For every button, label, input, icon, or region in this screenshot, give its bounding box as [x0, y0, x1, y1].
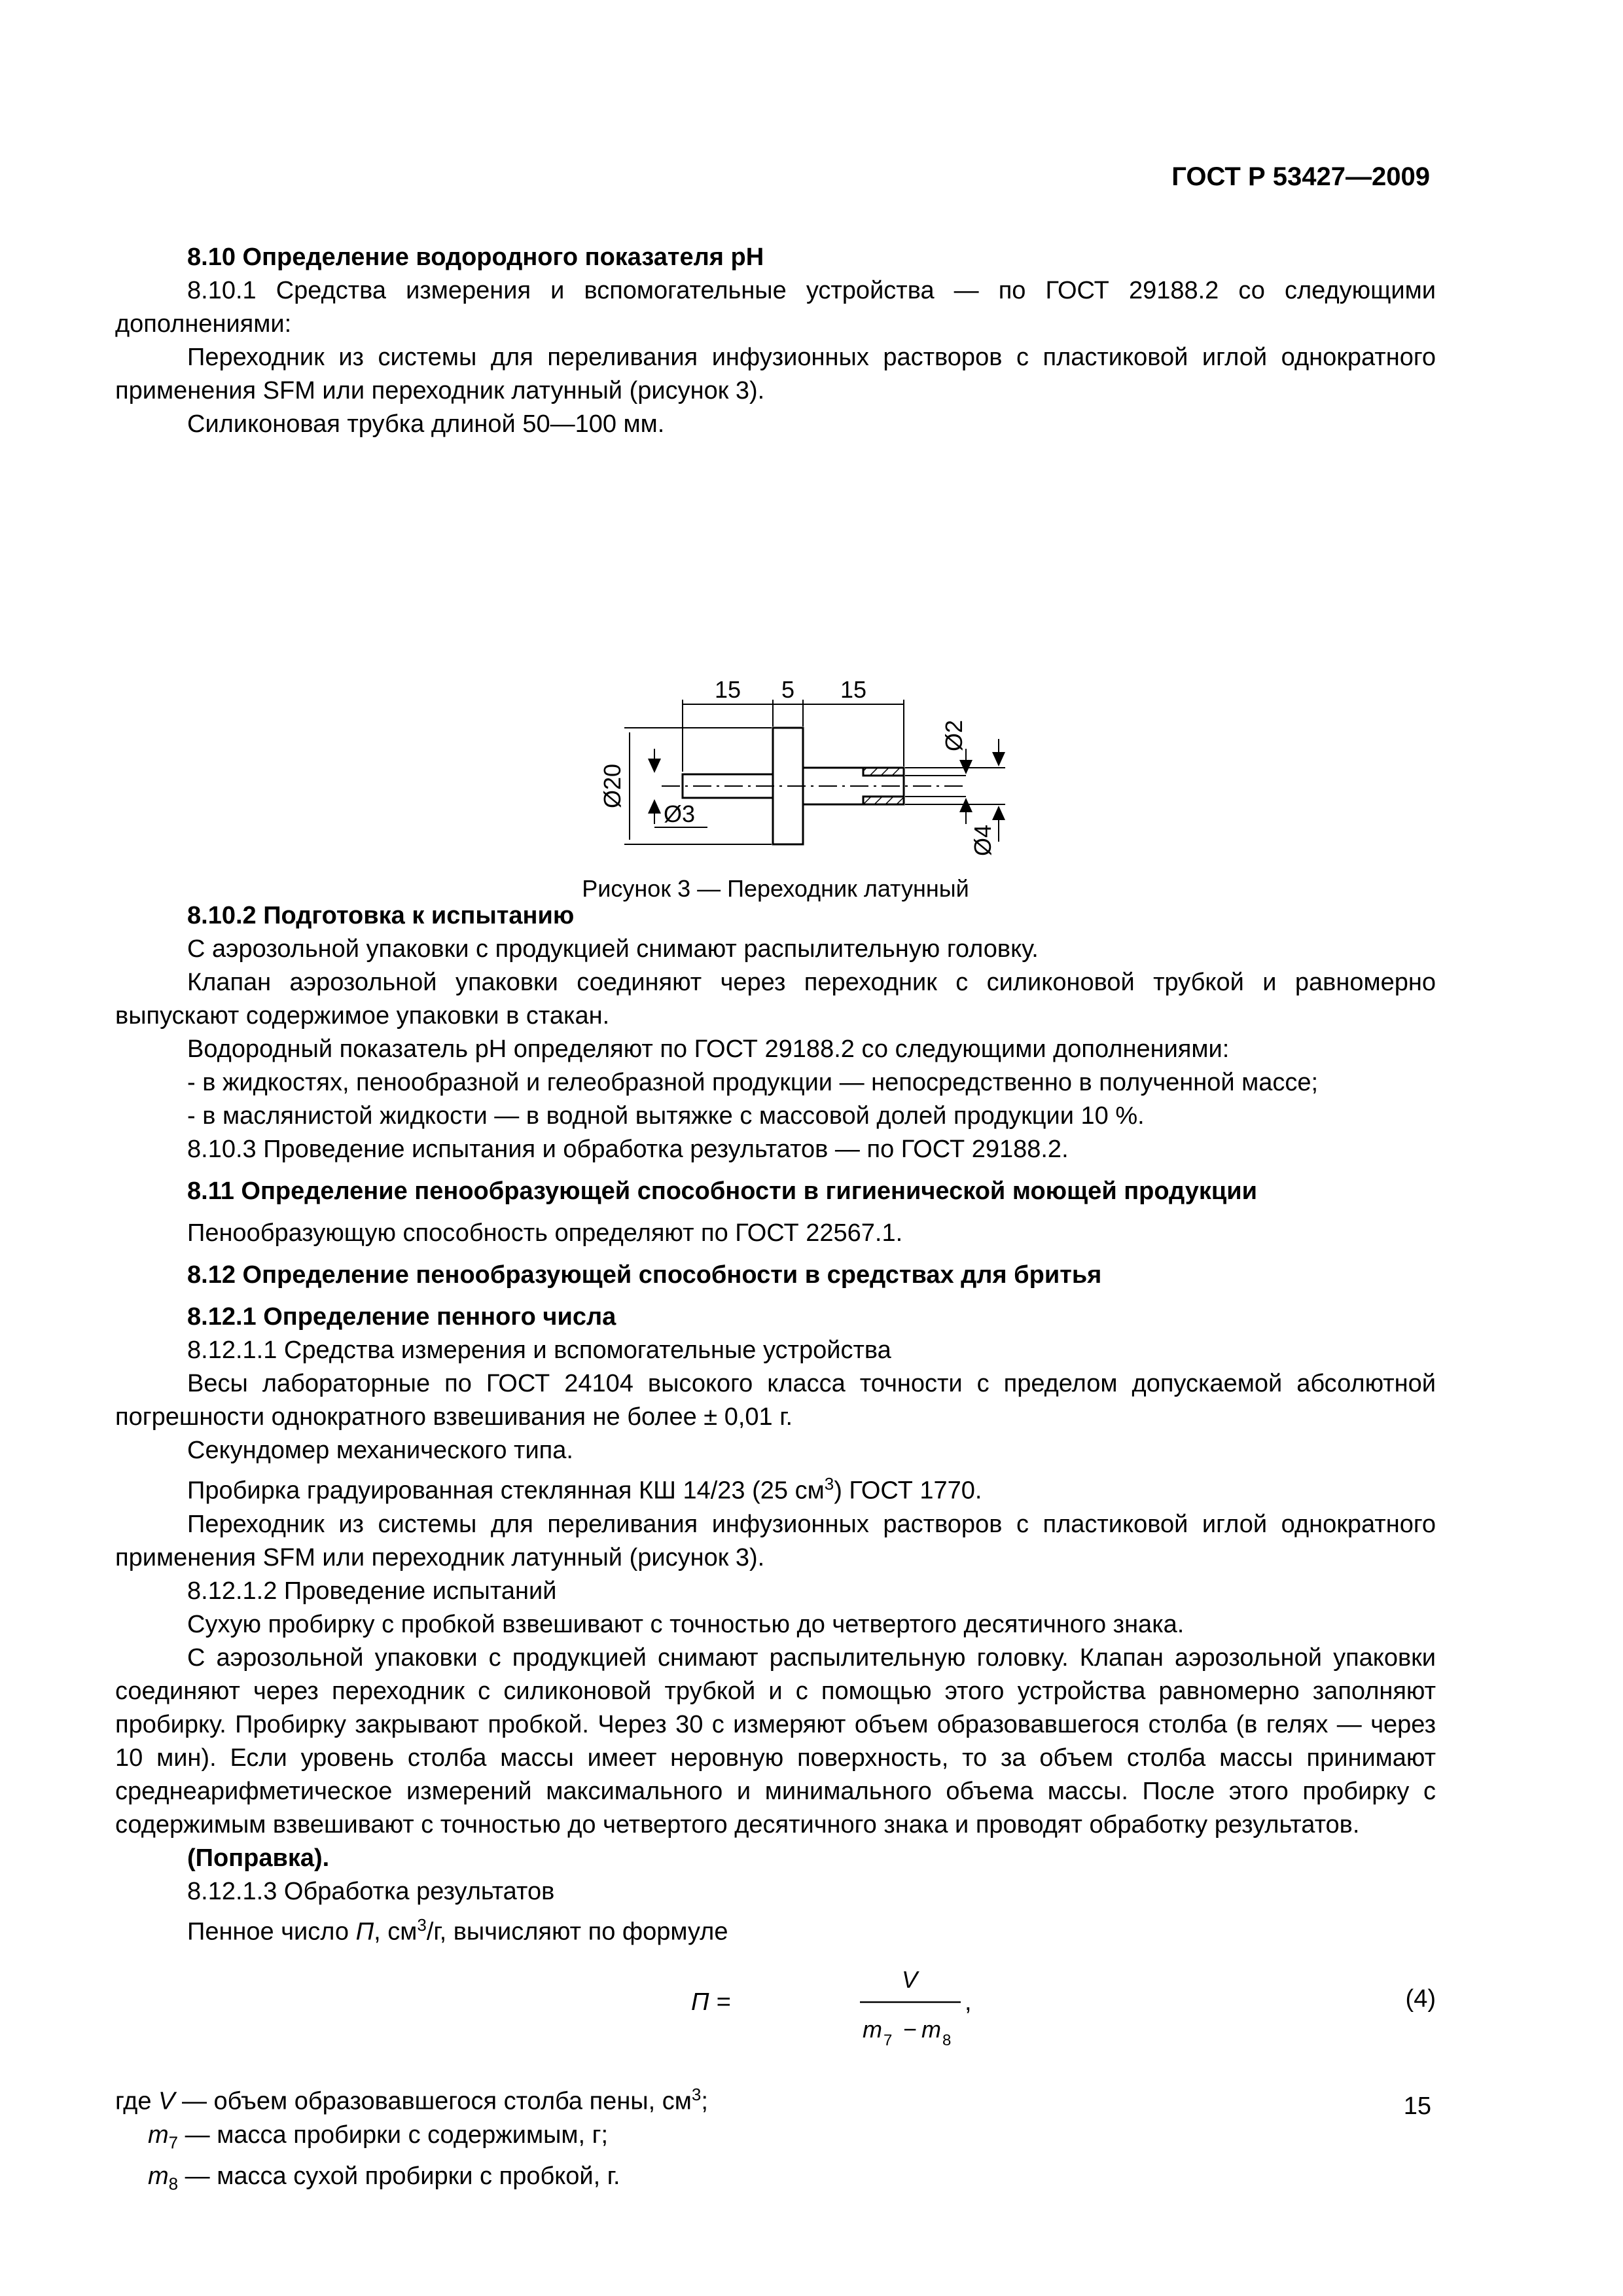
formula-lhs: П = [691, 1988, 731, 2017]
text-run: Пробирка градуированная стеклянная КШ 14/23 (25 см [187, 1477, 825, 1505]
formula-comma: , [965, 1988, 972, 2017]
paragraph: 8.10.3 Проведение испытания и обработка результатов — по ГОСТ 29188.2. [187, 1136, 1069, 1163]
figure-caption: Рисунок 3 — Переходник латунный [582, 875, 969, 902]
dim-d3: Ø3 [664, 800, 696, 827]
variable: m [148, 2121, 169, 2149]
subscript: 8 [168, 2174, 179, 2194]
formula-minus: − [903, 2016, 918, 2043]
adapter-drawing [115, 441, 1436, 899]
paragraph: Весы лабораторные по ГОСТ 24104 высокого класса точности с пределом допускаемой абсолютной погрешности однократного взвешивания не более ± 0,01 г. [115, 1370, 1436, 1431]
dim-5: 5 [781, 676, 795, 703]
variable: V [158, 2087, 175, 2115]
legend-line [115, 2160, 1436, 2201]
paragraph: Водородный показатель pH определяют по ГОСТ 29188.2 со следующими дополнениями: [187, 1035, 1230, 1063]
text-run: Пенное число [187, 1918, 356, 1946]
dim-15-left: 15 [714, 676, 741, 703]
paragraph: Пенообразующую способность определяют по ГОСТ 22567.1. [187, 1219, 903, 1247]
figure-3-adapter [115, 441, 1436, 902]
document-code: ГОСТ Р 53427—2009 [1171, 162, 1430, 191]
dim-d4: Ø4 [969, 824, 996, 857]
page-number: 15 [1403, 2092, 1431, 2120]
paragraph: 8.12.1.1 Средства измерения и вспомогательные устройства [187, 1336, 891, 1364]
formula-m7: m [863, 2016, 882, 2043]
list-item: - в маслянистой жидкости — в водной вытяжке с массовой долей продукции 10 %. [187, 1102, 1145, 1130]
paragraph [115, 1909, 1436, 1949]
paragraph [115, 1467, 1436, 1508]
dim-d2: Ø2 [940, 719, 967, 752]
section-8-10-title: 8.10 Определение водородного показателя pH [187, 243, 764, 271]
paragraph: 8.12.1.3 Обработка результатов [187, 1877, 555, 1905]
formula-4 [115, 1960, 1436, 2078]
paragraph: Переходник из системы для переливания инфузионных растворов с пластиковой иглой однократного применения SFM или переходник латунный (рисунок 3). [115, 344, 1436, 404]
correction-note: (Поправка). [187, 1844, 330, 1872]
paragraph: Переходник из системы для переливания инфузионных растворов с пластиковой иглой однократного применения SFM или переходник латунный (рисунок 3). [115, 1510, 1436, 1571]
paragraph: Клапан аэрозольной упаковки соединяют через переходник с силиконовой трубкой и равномерно выпускают содержимое упаковки в стакан. [115, 969, 1436, 1030]
text-run: — объем образовавшегося столба пены, см [175, 2087, 692, 2115]
main-content [115, 241, 1436, 2200]
formula-m8: m [921, 2016, 941, 2043]
hatch-top [863, 768, 904, 776]
paragraph: Секундомер механического типа. [187, 1437, 573, 1464]
text-run: /г, вычисляют по формуле [426, 1918, 728, 1946]
hatch-bottom [863, 797, 904, 804]
variable: П [355, 1918, 374, 1946]
dim-d20: Ø20 [599, 763, 626, 809]
paragraph: С аэрозольной упаковки с продукцией снимают распылительную головку. [187, 935, 1039, 963]
formula-expression [691, 1960, 1031, 2058]
section-8-12-title: 8.12 Определение пенообразующей способности в средствах для бритья [187, 1261, 1102, 1289]
superscript: 3 [417, 1914, 427, 1935]
list-item: - в жидкостях, пенообразной и гелеобразной продукции — непосредственно в полученной массе; [187, 1069, 1319, 1096]
superscript: 3 [824, 1474, 834, 1494]
formula-sub8: 8 [942, 2032, 952, 2050]
section-8-11-title: 8.11 Определение пенообразующей способности в гигиенической моющей продукции [187, 1177, 1257, 1205]
paragraph: С аэрозольной упаковки с продукцией снимают распылительную головку. Клапан аэрозольной упаковки соединяют через переходник с силиконовой трубкой и с помощью этого устройства равномерно заполняют пробирку. Пробирку закрывают пробкой. Через 30 с измеряют объем образовавшегося столба (в гелях — через 10 мин). Если уровень столба массы имеет неровную поверхность, то за объем столба массы принимают среднеарифметическое измерений максимального и минимального объема массы. После этого пробирку с содержимым взвешивают с точностью до четвертого десятичного знака и проводят обработку результатов. [115, 1643, 1436, 1839]
paragraph: 8.12.1.2 Проведение испытаний [187, 1577, 557, 1605]
formula-sub7: 7 [883, 2032, 893, 2050]
text-run: — масса сухой пробирки с пробкой, г. [178, 2162, 620, 2190]
subscript: 7 [168, 2132, 179, 2153]
text-run: где [115, 2087, 159, 2115]
legend-line [115, 2119, 1436, 2160]
text-run: ; [701, 2087, 708, 2115]
formula-numerator: V [901, 1966, 918, 1994]
text-run: — масса пробирки с содержимым, г; [178, 2121, 609, 2149]
section-8-12-1-title: 8.12.1 Определение пенного числа [187, 1303, 616, 1331]
text-run: ) ГОСТ 1770. [834, 1477, 982, 1505]
section-8-10-2-title: 8.10.2 Подготовка к испытанию [187, 902, 575, 929]
superscript: 3 [691, 2085, 702, 2105]
paragraph: Силиконовая трубка длиной 50—100 мм. [187, 410, 665, 438]
dim-15-right: 15 [840, 676, 867, 703]
variable: m [148, 2162, 169, 2190]
paragraph: Сухую пробирку с пробкой взвешивают с точностью до четвертого десятичного знака. [187, 1610, 1185, 1638]
formula-number: (4) [1405, 1985, 1436, 2013]
legend-line [115, 2078, 1436, 2119]
text-run: , см [374, 1918, 418, 1946]
paragraph: 8.10.1 Средства измерения и вспомогательные устройства — по ГОСТ 29188.2 со следующими дополнениями: [115, 277, 1436, 338]
